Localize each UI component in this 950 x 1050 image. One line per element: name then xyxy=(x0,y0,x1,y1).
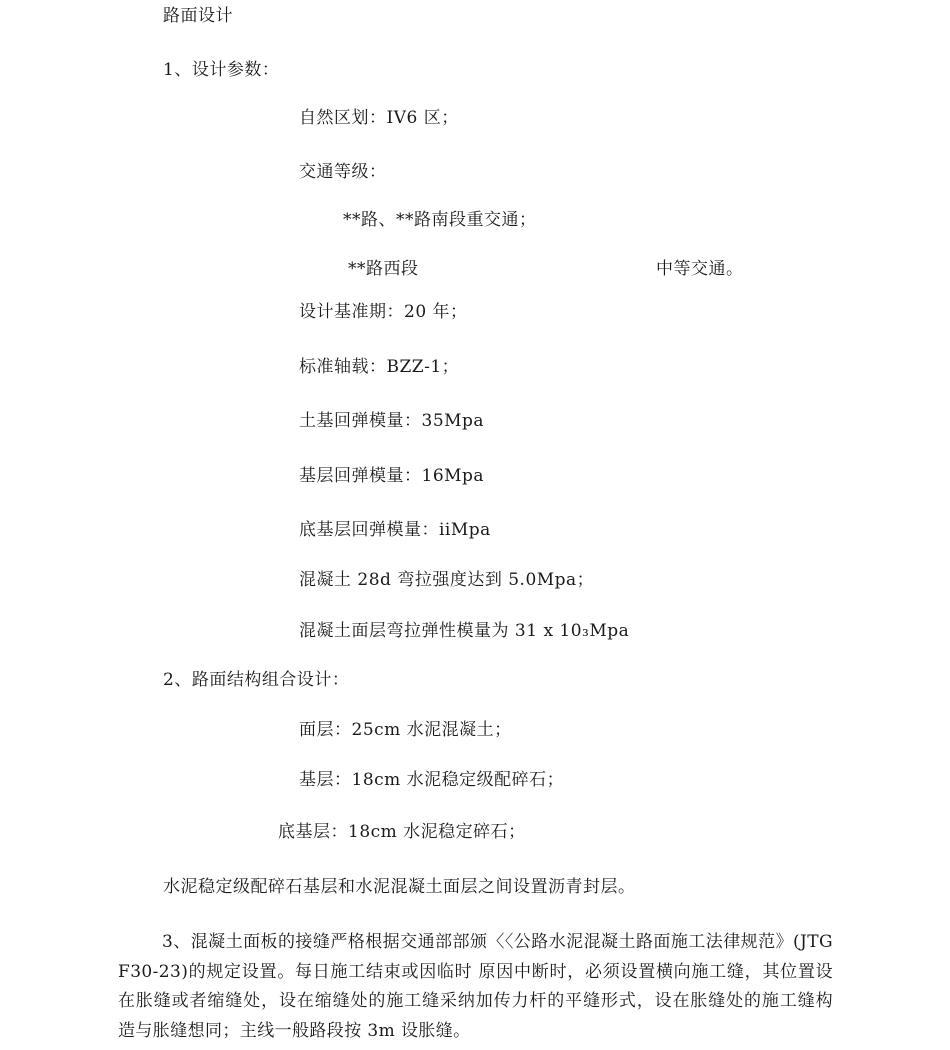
joint-design-text: 3、混凝土面板的接缝严格根据交通部部颁〈〈公路水泥混凝土路面施工法律规范》(JTG F30-23)的规定设置。每日施工结束或因临时 原因中断时，必须设置横向施工缝，其位置设在胀缝或者缩缝处，设在缩缝处的施工缝采纳加传力杆的平缝形式，设在胀缝处的施工缝构 造与胀缝想同；主线一般路段按 3m 设胀缝。 xyxy=(118,932,833,1041)
section-1-heading: 1、设计参数： xyxy=(163,60,280,80)
param-subbase-modulus: 底基层回弹模量：iiMpa xyxy=(299,520,491,540)
param-concrete-strength: 混凝土 28d 弯拉强度达到 5.0Mpa； xyxy=(299,570,595,590)
structure-base-layer: 基层：18cm 水泥稳定级配碎石； xyxy=(299,770,565,790)
joint-design-paragraph xyxy=(118,928,833,1046)
section-2-heading: 2、路面结构组合设计： xyxy=(163,670,350,690)
structure-surface-layer: 面层：25cm 水泥混凝土； xyxy=(299,720,512,740)
param-base-modulus: 基层回弹模量：16Mpa xyxy=(299,466,485,486)
param-subgrade-modulus: 土基回弹模量：35Mpa xyxy=(299,411,485,431)
structure-subbase-layer: 底基层：18cm 水泥稳定碎石； xyxy=(278,822,526,842)
param-natural-zone: 自然区划：IV6 区； xyxy=(299,108,459,128)
param-traffic-heavy: **路、**路南段重交通； xyxy=(343,210,537,230)
param-concrete-elastic-modulus: 混凝土面层弯拉弹性模量为 31 x 10₃Mpa xyxy=(299,621,630,641)
param-traffic-medium: 中等交通。 xyxy=(656,259,744,279)
structure-seal-note: 水泥稳定级配碎石基层和水泥混凝土面层之间设置沥青封层。 xyxy=(163,877,636,897)
param-standard-axle: 标准轴载：BZZ-1； xyxy=(299,357,460,377)
param-design-period: 设计基准期：20 年； xyxy=(299,302,468,322)
param-traffic-west-road: **路西段 xyxy=(348,259,419,279)
page-title: 路面设计 xyxy=(163,6,233,26)
param-traffic-level: 交通等级： xyxy=(299,162,387,182)
